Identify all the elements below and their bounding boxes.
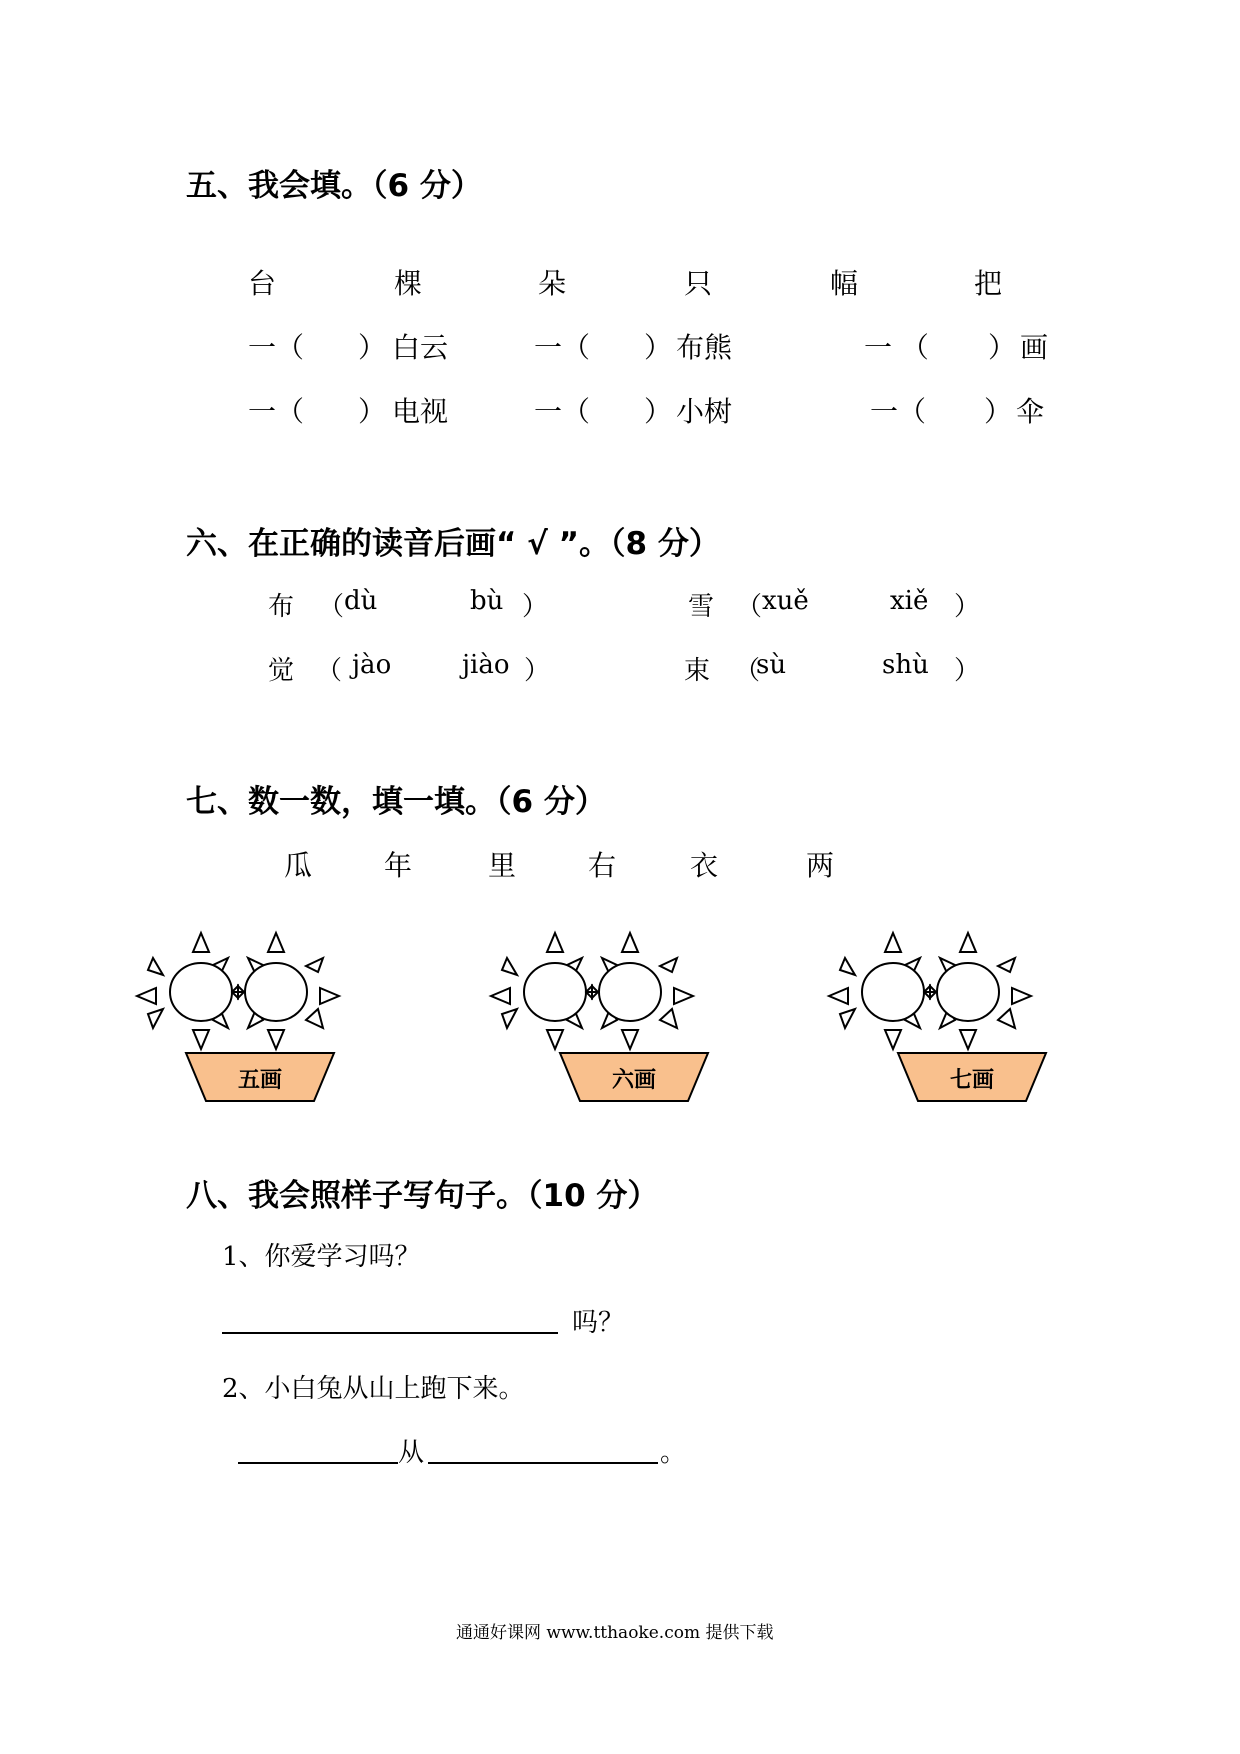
pinyin-open: （ — [734, 656, 761, 686]
sunflower-3 — [829, 933, 1031, 1049]
fill-blank-close: ） — [984, 395, 1013, 428]
measure-word: 朵 — [538, 267, 567, 300]
pinyin-open: （ — [318, 592, 345, 622]
pinyin-option: xuě — [762, 586, 809, 616]
section6-heading: 六、在正确的读音后画“ √ ”。（8 分） — [186, 526, 720, 562]
pinyin-close: ） — [524, 656, 551, 686]
answer-line-2a[interactable] — [238, 1462, 398, 1464]
count-char: 年 — [384, 849, 413, 882]
fill-blank-close: ） — [644, 331, 673, 364]
measure-word: 幅 — [830, 267, 859, 300]
measure-word: 把 — [974, 267, 1003, 300]
flower-pots-illustration — [0, 920, 1240, 1120]
pinyin-open: （ — [736, 592, 763, 622]
measure-word: 只 — [684, 267, 713, 300]
pinyin-option: bù — [470, 586, 504, 616]
pot-label: 七画 — [949, 1068, 995, 1093]
fill-blank-close: ） — [358, 395, 387, 428]
pinyin-close: ） — [954, 592, 981, 622]
pinyin-open: （ — [316, 656, 343, 686]
count-char: 衣 — [690, 849, 719, 882]
answer-middle-2: 从 — [398, 1438, 425, 1468]
pinyin-close: ） — [522, 592, 549, 622]
count-char: 右 — [588, 849, 617, 882]
measure-word: 棵 — [394, 267, 423, 300]
answer-line-2b[interactable] — [428, 1462, 658, 1464]
footer-credit: 通通好课网 www.tthaoke.com 提供下载 — [456, 1623, 774, 1643]
pinyin-close: ） — [954, 656, 981, 686]
sunflower-1 — [137, 933, 339, 1049]
pinyin-char: 束 — [684, 656, 711, 686]
answer-end-2: 。 — [660, 1438, 687, 1468]
fill-blank-close: ） — [644, 395, 673, 428]
fill-blank-noun: 伞 — [1016, 395, 1045, 428]
sentence-example-2: 2、小白兔从山上跑下来。 — [222, 1374, 525, 1404]
sunflower-2 — [491, 933, 693, 1049]
pinyin-char: 布 — [268, 592, 295, 622]
count-char: 两 — [806, 849, 835, 882]
section8-heading: 八、我会照样子写句子。（10 分） — [186, 1178, 659, 1214]
fill-blank-noun: 布熊 — [676, 331, 733, 364]
pinyin-char: 觉 — [268, 656, 295, 686]
pinyin-option: sù — [756, 650, 787, 680]
pot-label: 五画 — [237, 1068, 283, 1093]
fill-blank-noun: 画 — [1020, 331, 1049, 364]
pinyin-char: 雪 — [688, 592, 715, 622]
section7-heading: 七、数一数，填一填。（6 分） — [186, 784, 606, 820]
count-char: 里 — [488, 849, 517, 882]
answer-line-1[interactable] — [222, 1332, 558, 1334]
pinyin-option: shù — [882, 650, 929, 680]
section5-heading: 五、我会填。（6 分） — [186, 168, 482, 204]
fill-blank-close: ） — [358, 331, 387, 364]
count-char: 瓜 — [284, 849, 313, 882]
fill-blank-prefix: 一 （ — [864, 331, 929, 364]
fill-blank-prefix: 一（ — [248, 331, 305, 364]
sentence-example-1: 1、你爱学习吗？ — [222, 1242, 421, 1272]
fill-blank-prefix: 一（ — [534, 395, 591, 428]
pinyin-option: dù — [344, 586, 378, 616]
pinyin-option: xiě — [890, 586, 929, 616]
fill-blank-prefix: 一（ — [248, 395, 305, 428]
fill-blank-noun: 电视 — [392, 395, 449, 428]
measure-word: 台 — [248, 267, 277, 300]
pinyin-option: jiào — [462, 650, 510, 680]
answer-suffix-1: 吗？ — [572, 1308, 625, 1338]
fill-blank-prefix: 一（ — [870, 395, 927, 428]
fill-blank-close: ） — [988, 331, 1017, 364]
fill-blank-noun: 白云 — [392, 331, 449, 364]
pinyin-option: jào — [352, 650, 392, 680]
pot-label: 六画 — [611, 1068, 657, 1093]
fill-blank-noun: 小树 — [676, 395, 733, 428]
fill-blank-prefix: 一（ — [534, 331, 591, 364]
